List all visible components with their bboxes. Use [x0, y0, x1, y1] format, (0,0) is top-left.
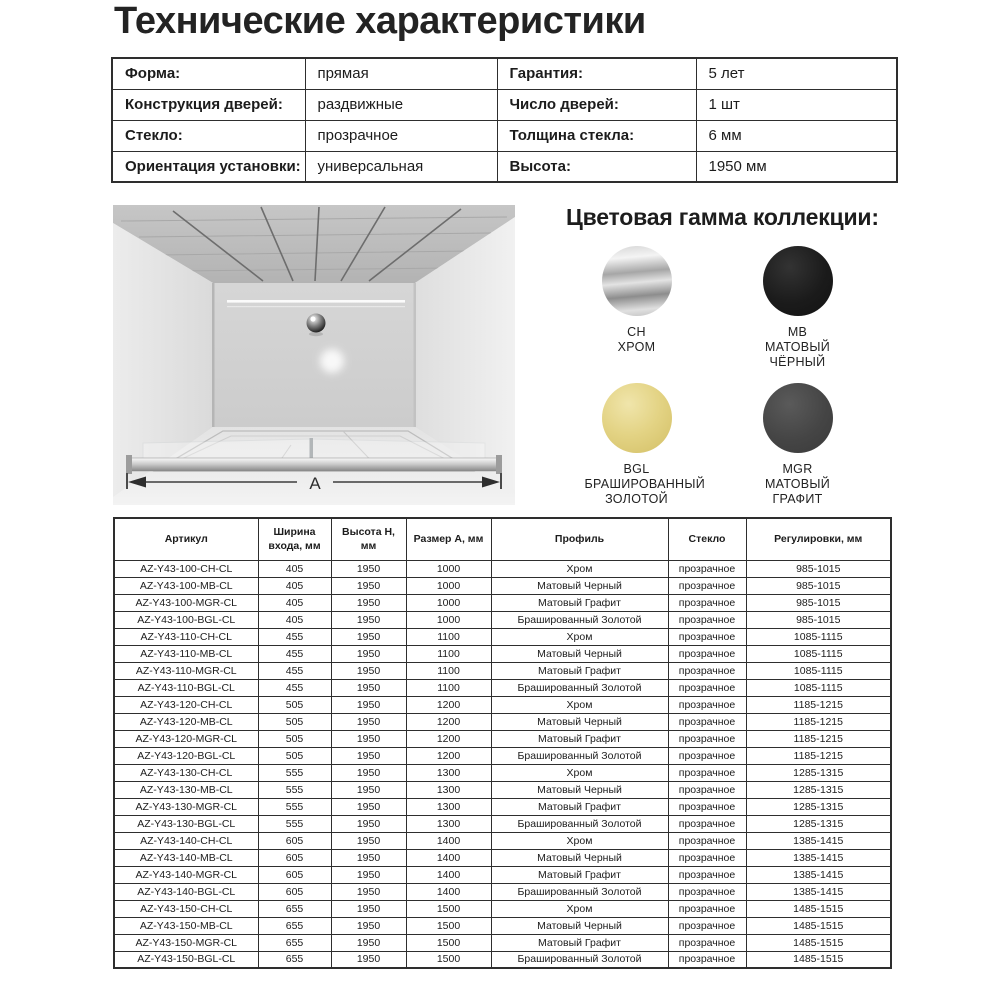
spec-value: прямая [305, 58, 497, 89]
cell-glass: прозрачное [668, 951, 746, 968]
cell-sku: AZ-Y43-100-MGR-CL [114, 594, 258, 611]
swatch-name: МАТОВЫЙ ГРАФИТ [764, 477, 831, 506]
spec-value: 1 шт [696, 89, 897, 120]
spec-label: Форма: [112, 58, 305, 89]
cell-profile: Матовый Черный [491, 713, 668, 730]
cell-entry-width: 505 [258, 696, 331, 713]
cell-sku: AZ-Y43-140-MGR-CL [114, 866, 258, 883]
specs-table [111, 57, 898, 183]
cell-profile: Матовый Черный [491, 577, 668, 594]
cell-height-h: 1950 [331, 611, 406, 628]
cell-size-a: 1000 [406, 560, 491, 577]
swatch-matte-black [746, 246, 850, 370]
cell-entry-width: 455 [258, 628, 331, 645]
swatch-code: CH [627, 325, 646, 339]
cell-profile: Брашированный Золотой [491, 951, 668, 968]
cell-sku: AZ-Y43-100-BGL-CL [114, 611, 258, 628]
spec-value: раздвижные [305, 89, 497, 120]
cell-size-a: 1300 [406, 815, 491, 832]
table-row [114, 577, 891, 594]
table-row [114, 798, 891, 815]
table-row [114, 730, 891, 747]
spec-label: Толщина стекла: [497, 120, 696, 151]
spec-label: Высота: [497, 151, 696, 182]
cell-size-a: 1300 [406, 781, 491, 798]
cell-entry-width: 555 [258, 781, 331, 798]
cell-entry-width: 555 [258, 764, 331, 781]
cell-sku: AZ-Y43-140-BGL-CL [114, 883, 258, 900]
cell-size-a: 1300 [406, 798, 491, 815]
cell-height-h: 1950 [331, 781, 406, 798]
cell-entry-width: 605 [258, 849, 331, 866]
cell-height-h: 1950 [331, 713, 406, 730]
swatch-name: МАТОВЫЙ ЧЁРНЫЙ [764, 340, 831, 369]
table-row [114, 662, 891, 679]
cell-adjustment: 1285-1315 [746, 781, 891, 798]
cell-size-a: 1100 [406, 645, 491, 662]
product-top-view-drawing [113, 205, 515, 505]
cell-entry-width: 455 [258, 662, 331, 679]
cell-sku: AZ-Y43-120-CH-CL [114, 696, 258, 713]
cell-glass: прозрачное [668, 645, 746, 662]
cell-profile: Хром [491, 900, 668, 917]
table-row [114, 815, 891, 832]
table-row [114, 934, 891, 951]
cell-size-a: 1100 [406, 679, 491, 696]
table-row [114, 900, 891, 917]
cell-height-h: 1950 [331, 866, 406, 883]
cell-glass: прозрачное [668, 764, 746, 781]
spec-value: прозрачное [305, 120, 497, 151]
cell-entry-width: 455 [258, 679, 331, 696]
cell-adjustment: 1385-1415 [746, 832, 891, 849]
cell-profile: Матовый Графит [491, 730, 668, 747]
light-sphere [320, 349, 344, 373]
cell-entry-width: 405 [258, 611, 331, 628]
cell-size-a: 1200 [406, 730, 491, 747]
cell-adjustment: 1385-1415 [746, 849, 891, 866]
cell-entry-width: 405 [258, 560, 331, 577]
cell-height-h: 1950 [331, 832, 406, 849]
spec-value: 6 мм [696, 120, 897, 151]
cell-adjustment: 1185-1215 [746, 713, 891, 730]
cell-height-h: 1950 [331, 645, 406, 662]
col-header-entry-width: Ширина входа, мм [258, 518, 331, 560]
cell-glass: прозрачное [668, 594, 746, 611]
cell-height-h: 1950 [331, 628, 406, 645]
cell-sku: AZ-Y43-100-CH-CL [114, 560, 258, 577]
cell-glass: прозрачное [668, 560, 746, 577]
cell-adjustment: 1385-1415 [746, 883, 891, 900]
cell-sku: AZ-Y43-150-CH-CL [114, 900, 258, 917]
cell-sku: AZ-Y43-120-MGR-CL [114, 730, 258, 747]
cell-glass: прозрачное [668, 917, 746, 934]
cell-glass: прозрачное [668, 730, 746, 747]
cell-profile: Матовый Черный [491, 645, 668, 662]
cell-sku: AZ-Y43-110-MGR-CL [114, 662, 258, 679]
cell-entry-width: 655 [258, 934, 331, 951]
cell-profile: Брашированный Золотой [491, 679, 668, 696]
cell-profile: Брашированный Золотой [491, 815, 668, 832]
cell-size-a: 1000 [406, 611, 491, 628]
cell-size-a: 1400 [406, 883, 491, 900]
cell-profile: Хром [491, 764, 668, 781]
cell-glass: прозрачное [668, 832, 746, 849]
door-frame-bar [129, 458, 499, 471]
cell-adjustment: 1285-1315 [746, 764, 891, 781]
cell-sku: AZ-Y43-130-CH-CL [114, 764, 258, 781]
cell-glass: прозрачное [668, 611, 746, 628]
cell-entry-width: 555 [258, 815, 331, 832]
swatch-name: ХРОМ [617, 340, 656, 354]
cell-size-a: 1100 [406, 628, 491, 645]
drain-knob [307, 314, 326, 333]
cell-height-h: 1950 [331, 798, 406, 815]
table-row [114, 679, 891, 696]
table-row [114, 645, 891, 662]
cell-sku: AZ-Y43-140-CH-CL [114, 832, 258, 849]
cell-sku: AZ-Y43-110-MB-CL [114, 645, 258, 662]
swatch-name: БРАШИРОВАННЫЙ ЗОЛОТОЙ [584, 477, 706, 506]
table-row [114, 594, 891, 611]
col-header-size-a: Размер A, мм [406, 518, 491, 560]
cell-adjustment: 1085-1115 [746, 645, 891, 662]
cell-sku: AZ-Y43-120-BGL-CL [114, 747, 258, 764]
swatch-matte-black-circle [763, 246, 833, 316]
specs-row [112, 89, 897, 120]
cell-glass: прозрачное [668, 747, 746, 764]
cell-glass: прозрачное [668, 713, 746, 730]
cell-height-h: 1950 [331, 849, 406, 866]
models-table [113, 517, 892, 969]
cell-entry-width: 655 [258, 900, 331, 917]
cell-glass: прозрачное [668, 628, 746, 645]
cell-height-h: 1950 [331, 747, 406, 764]
swatch-chrome [602, 246, 672, 370]
spec-label: Конструкция дверей: [112, 89, 305, 120]
specs-row [112, 58, 897, 89]
table-row [114, 781, 891, 798]
cell-glass: прозрачное [668, 577, 746, 594]
cell-profile: Матовый Черный [491, 849, 668, 866]
cell-sku: AZ-Y43-130-BGL-CL [114, 815, 258, 832]
cell-size-a: 1000 [406, 594, 491, 611]
table-row [114, 917, 891, 934]
table-row [114, 832, 891, 849]
table-row [114, 764, 891, 781]
models-table-body [114, 560, 891, 968]
cell-adjustment: 1485-1515 [746, 951, 891, 968]
cell-adjustment: 985-1015 [746, 560, 891, 577]
col-header-profile: Профиль [491, 518, 668, 560]
cell-size-a: 1500 [406, 917, 491, 934]
cell-adjustment: 985-1015 [746, 594, 891, 611]
table-row [114, 883, 891, 900]
spec-label: Стекло: [112, 120, 305, 151]
spec-label: Гарантия: [497, 58, 696, 89]
color-swatches [556, 246, 878, 507]
cell-sku: AZ-Y43-110-CH-CL [114, 628, 258, 645]
specs-row [112, 151, 897, 182]
cell-profile: Матовый Черный [491, 917, 668, 934]
col-header-adjustment: Регулировки, мм [746, 518, 891, 560]
spec-value: универсальная [305, 151, 497, 182]
cell-adjustment: 1085-1115 [746, 628, 891, 645]
cell-adjustment: 985-1015 [746, 577, 891, 594]
specs-row [112, 120, 897, 151]
cell-height-h: 1950 [331, 662, 406, 679]
cell-adjustment: 1185-1215 [746, 696, 891, 713]
cell-profile: Хром [491, 696, 668, 713]
table-row [114, 951, 891, 968]
models-table-header-row [114, 518, 891, 560]
table-row [114, 849, 891, 866]
cell-entry-width: 655 [258, 951, 331, 968]
cell-size-a: 1000 [406, 577, 491, 594]
cell-size-a: 1200 [406, 713, 491, 730]
cell-adjustment: 1085-1115 [746, 679, 891, 696]
table-row [114, 696, 891, 713]
cell-size-a: 1400 [406, 866, 491, 883]
cell-glass: прозрачное [668, 900, 746, 917]
cell-profile: Хром [491, 832, 668, 849]
cell-profile: Матовый Графит [491, 594, 668, 611]
cell-adjustment: 1185-1215 [746, 747, 891, 764]
cell-profile: Брашированный Золотой [491, 611, 668, 628]
cell-sku: AZ-Y43-130-MB-CL [114, 781, 258, 798]
back-wall [213, 283, 415, 427]
cell-height-h: 1950 [331, 934, 406, 951]
swatch-matte-graphite-circle [763, 383, 833, 453]
cell-adjustment: 985-1015 [746, 611, 891, 628]
page-title: Технические характеристики [114, 0, 646, 42]
cell-adjustment: 1485-1515 [746, 900, 891, 917]
spec-value: 1950 мм [696, 151, 897, 182]
cell-adjustment: 1485-1515 [746, 934, 891, 951]
cell-sku: AZ-Y43-150-BGL-CL [114, 951, 258, 968]
cell-size-a: 1300 [406, 764, 491, 781]
swatch-brushed-gold-circle [602, 383, 672, 453]
cell-profile: Матовый Графит [491, 662, 668, 679]
cell-adjustment: 1285-1315 [746, 798, 891, 815]
cell-entry-width: 455 [258, 645, 331, 662]
cell-sku: AZ-Y43-130-MGR-CL [114, 798, 258, 815]
cell-entry-width: 405 [258, 577, 331, 594]
cell-height-h: 1950 [331, 900, 406, 917]
swatch-code: BGL [623, 462, 650, 476]
cell-sku: AZ-Y43-150-MB-CL [114, 917, 258, 934]
cell-glass: прозрачное [668, 815, 746, 832]
cell-profile: Матовый Черный [491, 781, 668, 798]
cell-glass: прозрачное [668, 849, 746, 866]
cell-entry-width: 605 [258, 866, 331, 883]
spec-label: Ориентация установки: [112, 151, 305, 182]
cell-adjustment: 1185-1215 [746, 730, 891, 747]
cell-size-a: 1400 [406, 849, 491, 866]
cell-profile: Хром [491, 560, 668, 577]
cell-entry-width: 605 [258, 832, 331, 849]
cell-entry-width: 505 [258, 747, 331, 764]
cell-glass: прозрачное [668, 934, 746, 951]
swatch-chrome-circle [602, 246, 672, 316]
table-row [114, 866, 891, 883]
cell-sku: AZ-Y43-110-BGL-CL [114, 679, 258, 696]
colors-heading: Цветовая гамма коллекции: [566, 204, 879, 230]
col-header-sku: Артикул [114, 518, 258, 560]
cell-size-a: 1200 [406, 747, 491, 764]
swatch-code: MGR [782, 462, 813, 476]
cell-height-h: 1950 [331, 917, 406, 934]
cell-size-a: 1500 [406, 951, 491, 968]
spec-label: Число дверей: [497, 89, 696, 120]
cell-glass: прозрачное [668, 696, 746, 713]
table-row [114, 560, 891, 577]
cell-height-h: 1950 [331, 560, 406, 577]
cell-height-h: 1950 [331, 577, 406, 594]
swatch-code: MB [787, 325, 808, 339]
swatch-brushed-gold [584, 383, 706, 507]
cell-adjustment: 1285-1315 [746, 815, 891, 832]
cell-profile: Хром [491, 628, 668, 645]
cell-height-h: 1950 [331, 594, 406, 611]
col-header-glass: Стекло [668, 518, 746, 560]
spec-value: 5 лет [696, 58, 897, 89]
cell-glass: прозрачное [668, 798, 746, 815]
cell-glass: прозрачное [668, 883, 746, 900]
cell-sku: AZ-Y43-140-MB-CL [114, 849, 258, 866]
cell-adjustment: 1085-1115 [746, 662, 891, 679]
cell-glass: прозрачное [668, 662, 746, 679]
cell-size-a: 1100 [406, 662, 491, 679]
cell-entry-width: 655 [258, 917, 331, 934]
table-row [114, 747, 891, 764]
swatch-matte-graphite [746, 383, 850, 507]
table-row [114, 628, 891, 645]
cell-profile: Брашированный Золотой [491, 747, 668, 764]
cell-height-h: 1950 [331, 951, 406, 968]
cell-entry-width: 605 [258, 883, 331, 900]
col-header-height-h: Высота H, мм [331, 518, 406, 560]
cell-entry-width: 505 [258, 713, 331, 730]
cell-adjustment: 1385-1415 [746, 866, 891, 883]
cell-profile: Матовый Графит [491, 866, 668, 883]
cell-size-a: 1400 [406, 832, 491, 849]
cell-height-h: 1950 [331, 883, 406, 900]
cell-height-h: 1950 [331, 730, 406, 747]
cell-entry-width: 405 [258, 594, 331, 611]
cell-sku: AZ-Y43-120-MB-CL [114, 713, 258, 730]
cell-profile: Брашированный Золотой [491, 883, 668, 900]
cell-height-h: 1950 [331, 764, 406, 781]
cell-profile: Матовый Графит [491, 934, 668, 951]
cell-height-h: 1950 [331, 815, 406, 832]
table-row [114, 611, 891, 628]
table-row [114, 713, 891, 730]
cell-height-h: 1950 [331, 679, 406, 696]
cell-glass: прозрачное [668, 679, 746, 696]
cell-glass: прозрачное [668, 781, 746, 798]
cell-size-a: 1500 [406, 934, 491, 951]
cell-height-h: 1950 [331, 696, 406, 713]
cell-size-a: 1200 [406, 696, 491, 713]
cell-profile: Матовый Графит [491, 798, 668, 815]
cell-entry-width: 555 [258, 798, 331, 815]
cell-sku: AZ-Y43-100-MB-CL [114, 577, 258, 594]
cell-sku: AZ-Y43-150-MGR-CL [114, 934, 258, 951]
cell-size-a: 1500 [406, 900, 491, 917]
cell-glass: прозрачное [668, 866, 746, 883]
cell-entry-width: 505 [258, 730, 331, 747]
cell-adjustment: 1485-1515 [746, 917, 891, 934]
dimension-label: A [309, 474, 321, 493]
